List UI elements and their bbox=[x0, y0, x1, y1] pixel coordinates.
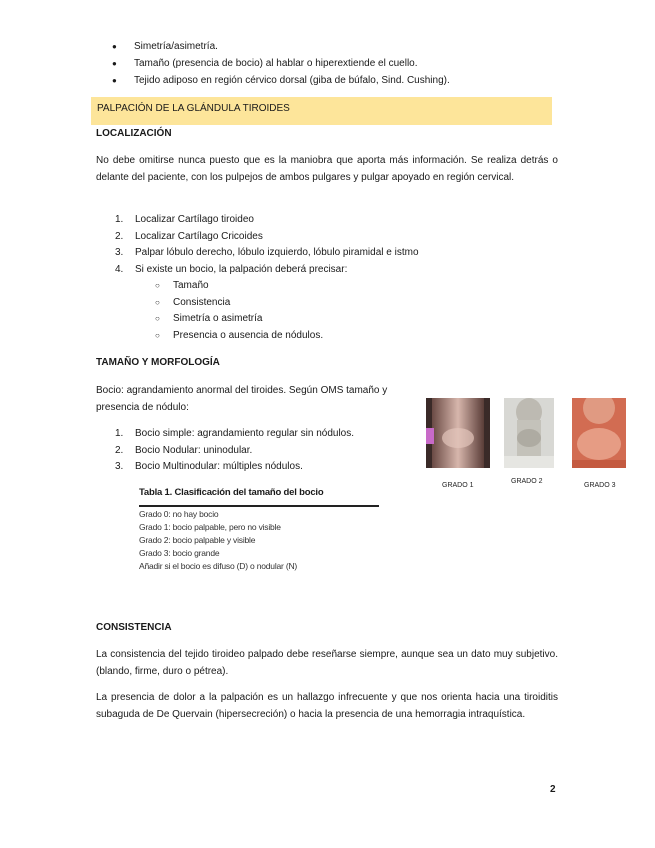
list-item: 2. Localizar Cartílago Cricoides bbox=[115, 230, 263, 242]
grade-3-photo bbox=[572, 398, 626, 468]
list-item: ● Simetría/asimetría. bbox=[112, 38, 572, 55]
list-item: ○ Consistencia bbox=[155, 295, 415, 312]
grade-1-label: GRADO 1 bbox=[442, 482, 474, 489]
list-item: ○ Simetría o asimetría bbox=[155, 311, 415, 328]
heading-consistencia: CONSISTENCIA bbox=[96, 622, 172, 633]
list-item: 3. Palpar lóbulo derecho, lóbulo izquierdo, lóbulo piramidal e istmo bbox=[115, 247, 419, 258]
list-item: 3. Bocio Multinodular: múltiples nódulos. bbox=[115, 461, 303, 472]
table-row: Grado 3: bocio grande bbox=[139, 548, 220, 558]
page-number: 2 bbox=[550, 784, 556, 795]
table-row: Grado 2: bocio palpable y visible bbox=[139, 535, 256, 545]
list-item: 1. Bocio simple: agrandamiento regular sin nódulos. bbox=[115, 428, 355, 439]
list-item: ○ Tamaño bbox=[155, 278, 415, 295]
palpation-steps-list bbox=[115, 212, 535, 278]
list-item: ● Tejido adiposo en región cérvico dorsal (giba de búfalo, Sind. Cushing). bbox=[112, 72, 572, 89]
heading-localizacion: LOCALIZACIÓN bbox=[96, 128, 172, 139]
grade-2-label: GRADO 2 bbox=[511, 478, 543, 485]
heading-tamano: TAMAÑO Y MORFOLOGÍA bbox=[96, 357, 220, 368]
list-item: ● Tamaño (presencia de bocio) al hablar o hiperextiende el cuello. bbox=[112, 55, 572, 72]
goiter-types-list bbox=[115, 426, 415, 476]
goiter-grade-photos bbox=[424, 394, 630, 494]
list-item: ○ Presencia o ausencia de nódulos. bbox=[155, 328, 415, 345]
paragraph-consistencia-1: La consistencia del tejido tiroideo palpado debe reseñarse siempre, aunque sea un dato muy subjetivo. (blando, firme, duro o pétrea). bbox=[96, 649, 558, 677]
table-row: Añadir si el bocio es difuso (D) o nodular (N) bbox=[139, 561, 298, 571]
list-item: 4. Si existe un bocio, la palpación deberá precisar: bbox=[115, 263, 348, 275]
list-item: 1. Localizar Cartílago tiroideo bbox=[115, 214, 254, 225]
section-title-bar bbox=[91, 97, 552, 125]
top-bullet-list bbox=[112, 38, 572, 89]
paragraph-consistencia-2: La presencia de dolor a la palpación es un hallazgo infrecuente y que nos orienta hacia una tiroiditis subaguda de De Quervain (hipersecreción) o hacia la presencia de una hemorragia intraquística. bbox=[96, 692, 558, 720]
palpation-sublist bbox=[155, 278, 415, 344]
section-title: PALPACIÓN DE LA GLÁNDULA TIROIDES bbox=[97, 103, 290, 114]
table-rule bbox=[139, 505, 379, 507]
paragraph-tamano: Bocio: agrandamiento anormal del tiroides. Según OMS tamaño y presencia de nódulo: bbox=[96, 385, 388, 413]
table-row: Grado 0: no hay bocio bbox=[139, 509, 219, 519]
paragraph-localizacion: No debe omitirse nunca puesto que es la maniobra que aporta más información. Se realiza detrás o delante del paciente, con los pulpejos de ambos pulgares y pulgar apoyado en región cervical. bbox=[96, 155, 558, 183]
table-title: Tabla 1. Clasificación del tamaño del bocio bbox=[139, 487, 324, 498]
table-row: Grado 1: bocio palpable, pero no visible bbox=[139, 522, 281, 532]
list-item: 2. Bocio Nodular: uninodular. bbox=[115, 444, 253, 456]
grade-1-photo bbox=[426, 398, 490, 468]
grade-3-label: GRADO 3 bbox=[584, 482, 616, 489]
goiter-classification-table bbox=[139, 487, 379, 579]
grade-2-photo bbox=[504, 398, 554, 468]
